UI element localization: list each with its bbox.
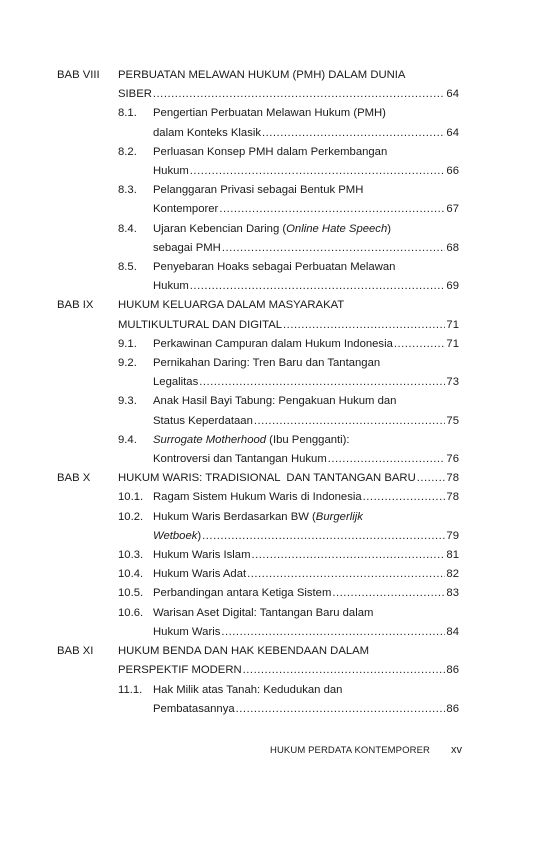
page-number: 79 <box>446 529 459 542</box>
dot-leader <box>222 239 446 258</box>
chapter-bab-x <box>57 469 459 642</box>
section-10-2 <box>118 508 459 546</box>
page-number: 64 <box>446 126 459 139</box>
section-number: 8.3. <box>118 184 137 197</box>
section-9-2 <box>118 354 459 392</box>
section-number: 9.2. <box>118 357 137 370</box>
section-title: Warisan Aset Digital: Tantangan Baru dalam <box>153 606 374 619</box>
page-number: 82 <box>446 568 459 581</box>
section-leader <box>153 162 459 181</box>
page-number: 81 <box>446 549 459 562</box>
section-10-1 <box>118 488 459 507</box>
page-number: 67 <box>446 203 459 216</box>
section-leader <box>153 412 459 431</box>
section-leader <box>153 565 459 584</box>
dot-leader <box>247 565 445 584</box>
section-title-cont: Kontemporer <box>153 203 219 216</box>
section-leader <box>153 277 459 296</box>
chapter-title-leader <box>118 661 459 680</box>
section-10-3 <box>118 546 459 565</box>
dot-leader <box>262 124 445 143</box>
section-title-cont: Hukum <box>153 280 189 293</box>
section-number: 8.4. <box>118 222 137 235</box>
section-leader <box>153 373 459 392</box>
dot-leader <box>153 85 446 104</box>
page-number: 84 <box>446 625 459 638</box>
section-title: Hak Milik atas Tanah: Kedudukan dan <box>153 683 343 696</box>
section-leader <box>153 546 459 565</box>
section-title-cont: sebagai PMH <box>153 241 221 254</box>
section-title-cont: Legalitas <box>153 376 199 389</box>
section-10-4 <box>118 565 459 584</box>
dot-leader <box>202 527 445 546</box>
section-9-3 <box>118 392 459 430</box>
dot-leader <box>332 584 445 603</box>
section-title: Perbandingan antara Ketiga Sistem <box>153 587 332 600</box>
dot-leader <box>283 316 445 335</box>
section-title-text: ) <box>197 529 202 542</box>
section-title-cont: Hukum Waris <box>153 625 221 638</box>
section-title <box>153 508 459 527</box>
section-11-1 <box>118 681 459 719</box>
section-title-text: ) <box>387 222 391 235</box>
chapter-title: HUKUM BENDA DAN HAK KEBENDAAN DALAM <box>118 645 370 658</box>
page-number: 64 <box>446 88 459 101</box>
chapter-bab-viii <box>57 66 459 296</box>
section-title-text: Ujaran Kebencian Daring ( <box>153 222 287 235</box>
section-number: 9.4. <box>118 433 137 446</box>
section-leader <box>153 450 459 469</box>
section-title-text: Hukum Waris Berdasarkan BW ( <box>153 510 316 523</box>
dot-leader <box>363 488 446 507</box>
section-title-cont: Status Keperdataan <box>153 414 253 427</box>
page-number: 71 <box>446 337 459 350</box>
page-number: 76 <box>446 453 459 466</box>
dot-leader <box>328 450 446 469</box>
section-leader <box>153 527 459 546</box>
chapter-label: BAB IX <box>57 299 94 312</box>
page-number: 83 <box>446 587 459 600</box>
section-title: Anak Hasil Bayi Tabung: Pengakuan Hukum dan <box>153 395 397 408</box>
section-title: Hukum Waris Islam <box>153 549 251 562</box>
chapter-label: BAB X <box>57 472 91 485</box>
section-number: 8.2. <box>118 145 137 158</box>
section-title-cont: Pembatasannya <box>153 702 235 715</box>
section-title-italic: Burgerlijk <box>315 510 363 523</box>
page-number: 86 <box>446 664 459 677</box>
section-leader <box>153 335 459 354</box>
section-title-cont <box>153 527 201 546</box>
dot-leader <box>417 469 446 488</box>
section-title: Pelanggaran Privasi sebagai Bentuk PMH <box>153 184 364 197</box>
dot-leader <box>236 700 446 719</box>
section-10-6 <box>118 604 459 642</box>
page-number: 71 <box>446 318 459 331</box>
chapter-title-leader <box>118 85 459 104</box>
table-of-contents <box>57 66 459 719</box>
section-leader <box>153 584 459 603</box>
section-title-cont: Kontroversi dan Tantangan Hukum <box>153 453 327 466</box>
section-leader <box>153 623 459 642</box>
chapter-bab-xi <box>57 642 459 719</box>
dot-leader <box>243 661 446 680</box>
section-title: Perkawinan Campuran dalam Hukum Indonesia <box>153 337 393 350</box>
section-leader <box>153 200 459 219</box>
section-title-text: (Ibu Pengganti): <box>266 433 350 446</box>
chapter-title-cont: SIBER <box>118 88 152 101</box>
section-title-cont: Hukum <box>153 165 189 178</box>
chapter-title-cont: MULTIKULTURAL DAN DIGITAL <box>118 318 283 331</box>
running-footer-title: HUKUM PERDATA KONTEMPORER <box>270 745 430 756</box>
section-number: 8.5. <box>118 261 137 274</box>
section-number: 10.4. <box>118 568 144 581</box>
page-number: 68 <box>446 241 459 254</box>
section-title <box>153 220 459 239</box>
page-number: 78 <box>446 472 459 485</box>
section-10-5 <box>118 584 459 603</box>
chapter-title: PERBUATAN MELAWAN HUKUM (PMH) DALAM DUNIA <box>118 69 406 81</box>
dot-leader <box>394 335 446 354</box>
section-title <box>153 431 459 450</box>
section-leader <box>153 124 459 143</box>
dot-leader <box>221 623 445 642</box>
section-9-1 <box>118 335 459 354</box>
section-title-italic: Wetboek <box>153 529 198 542</box>
section-8-5 <box>118 258 459 296</box>
section-title-cont: dalam Konteks Klasik <box>153 126 261 139</box>
page-number: 69 <box>446 280 459 293</box>
section-title: Penyebaran Hoaks sebagai Perbuatan Melawan <box>153 261 396 274</box>
section-number: 9.1. <box>118 337 137 350</box>
section-number: 10.1. <box>118 491 144 504</box>
dot-leader <box>254 412 446 431</box>
section-leader <box>153 700 459 719</box>
page-number: 86 <box>446 702 459 715</box>
chapter-title-leader <box>118 316 459 335</box>
section-8-3 <box>118 181 459 219</box>
section-title: Ragam Sistem Hukum Waris di Indonesia <box>153 491 362 504</box>
section-number: 9.3. <box>118 395 137 408</box>
section-title: Hukum Waris Adat <box>153 568 247 581</box>
section-8-4 <box>118 220 459 258</box>
section-number: 8.1. <box>118 107 137 120</box>
section-title-italic: Online Hate Speech <box>286 222 388 235</box>
page-number: 73 <box>446 376 459 389</box>
page-number: 75 <box>446 414 459 427</box>
section-number: 10.2. <box>118 510 144 523</box>
section-number: 10.5. <box>118 587 144 600</box>
section-8-1 <box>118 104 459 142</box>
folio-page-number: xv <box>451 744 462 756</box>
section-9-4 <box>118 431 459 469</box>
section-8-2 <box>118 143 459 181</box>
page-number: 66 <box>446 165 459 178</box>
chapter-bab-ix <box>57 296 459 469</box>
dot-leader <box>199 373 445 392</box>
section-title: Perluasan Konsep PMH dalam Perkembangan <box>153 145 388 158</box>
dot-leader <box>190 277 446 296</box>
dot-leader <box>252 546 446 565</box>
chapter-title-leader <box>118 469 459 488</box>
section-leader <box>153 239 459 258</box>
section-title: Pengertian Perbuatan Melawan Hukum (PMH) <box>153 107 386 120</box>
chapter-label: BAB XI <box>57 645 94 658</box>
section-title: Pernikahan Daring: Tren Baru dan Tantangan <box>153 357 381 370</box>
chapter-title: HUKUM KELUARGA DALAM MASYARAKAT <box>118 299 345 312</box>
dot-leader <box>219 200 445 219</box>
page-number: 78 <box>446 491 459 504</box>
chapter-title: HUKUM WARIS: TRADISIONAL DAN TANTANGAN BARU <box>118 472 416 485</box>
section-title-italic: Surrogate Motherhood <box>153 433 267 446</box>
chapter-title-cont: PERSPEKTIF MODERN <box>118 664 242 677</box>
dot-leader <box>190 162 446 181</box>
section-number: 10.6. <box>118 606 144 619</box>
section-number: 11.1. <box>118 683 143 696</box>
chapter-label: BAB VIII <box>57 69 100 81</box>
section-number: 10.3. <box>118 549 144 562</box>
section-leader <box>153 488 459 507</box>
